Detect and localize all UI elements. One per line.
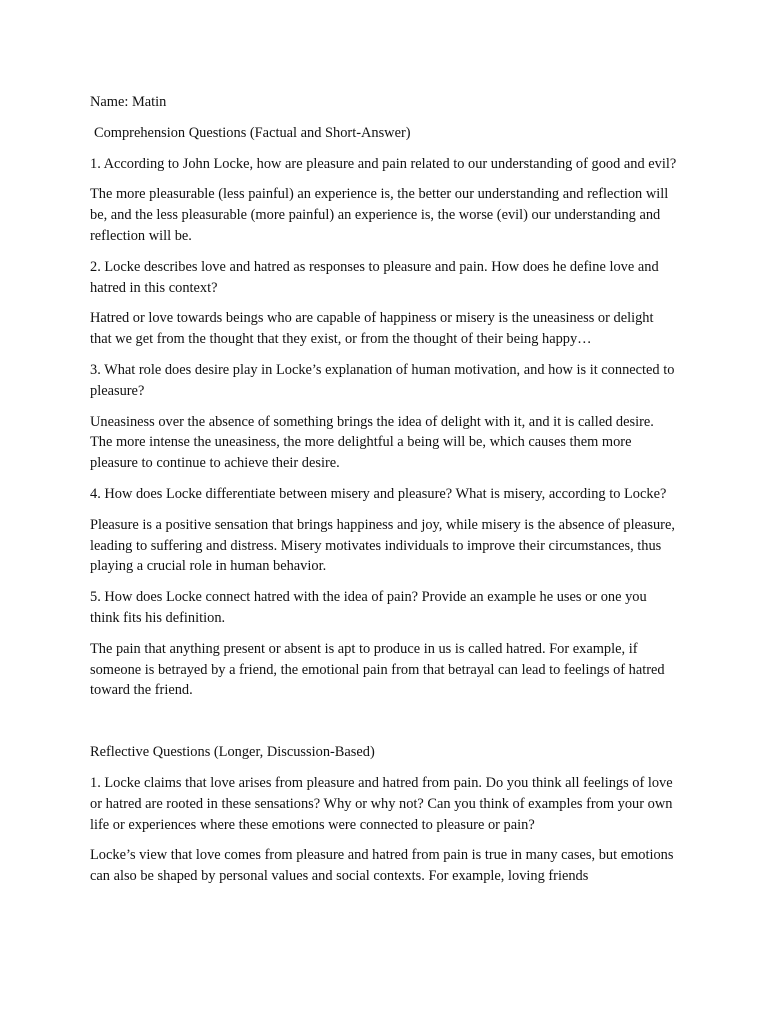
question-3: 3. What role does desire play in Locke’s explanation of human motivation, and how is it connected to pleasure? [90, 361, 675, 399]
student-name: Name: Matin [90, 94, 167, 110]
answer-4: Pleasure is a positive sensation that brings happiness and joy, while misery is the absence of pleasure, leading to suffering and distress. Misery motivates individuals to improve their circumstances, thus playing a crucial role in human behavior. [90, 516, 675, 575]
answer-2: Hatred or love towards beings who are capable of happiness or misery is the uneasiness or delight that we get from the thought that they exist, or from the thought of their being happy… [90, 310, 654, 348]
question-4: 4. How does Locke differentiate between misery and pleasure? What is misery, according to Locke? [90, 485, 667, 502]
reflective-answer-1: Locke’s view that love comes from pleasure and hatred from pain is true in many cases, but emotions can also be shaped by personal values and social contexts. For example, loving friends [90, 847, 674, 885]
question-5: 5. How does Locke connect hatred with the idea of pain? Provide an example he uses or one you think fits his definition. [90, 589, 647, 626]
section-heading-comprehension: Comprehension Questions (Factual and Short-Answer) [94, 124, 411, 141]
answer-3: Uneasiness over the absence of something brings the idea of delight with it, and it is called desire. The more intense the uneasiness, the more delightful a being will be, which causes them more pleasure to continue to achieve their desire. [90, 413, 654, 472]
answer-5: The pain that anything present or absent is apt to produce in us is called hatred. For example, if someone is betrayed by a friend, the emotional pain from that betrayal can lead to feelings of hatred toward the friend. [90, 640, 665, 699]
document-page [90, 92, 678, 897]
question-2: 2. Locke describes love and hatred as responses to pleasure and pain. How does he define love and hatred in this context? [90, 258, 659, 296]
section-heading-reflective: Reflective Questions (Longer, Discussion-Based) [90, 744, 375, 761]
reflective-question-1: 1. Locke claims that love arises from pleasure and hatred from pain. Do you think all feelings of love or hatred are rooted in these sensations? Why or why not? Can you think of examples from your own life or experiences where these emotions were connected to pleasure or pain? [90, 774, 673, 833]
question-1: 1. According to John Locke, how are pleasure and pain related to our understanding of good and evil? [90, 155, 677, 172]
answer-1: The more pleasurable (less painful) an experience is, the better our understanding and reflection will be, and the less pleasurable (more painful) an experience is, the worse (evil) our understanding and reflection will be. [90, 186, 669, 244]
